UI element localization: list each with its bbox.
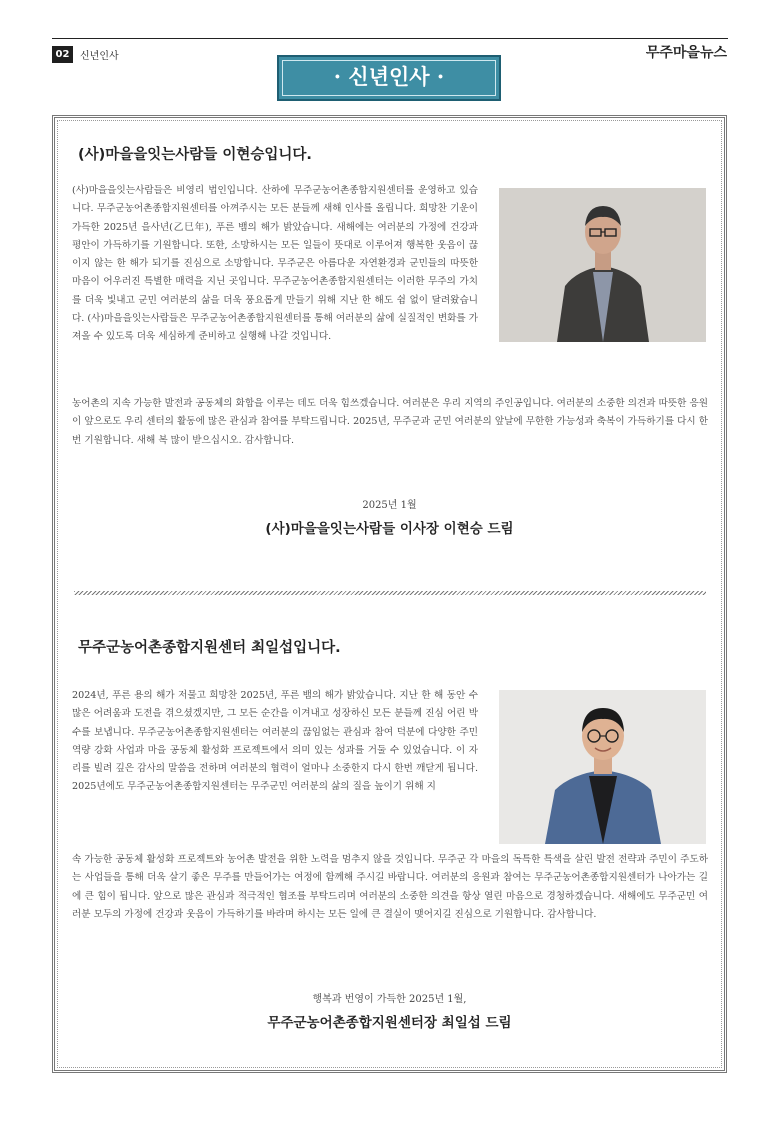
letter2-heading: 무주군농어촌종합지원센터 최일섭입니다. xyxy=(78,640,341,656)
letter1-date: 2025년 1월 xyxy=(362,500,417,511)
letter1-signature: (사)마을을잇는사람들 이사장 이현승 드림 xyxy=(265,521,514,537)
portrait-photo-lee xyxy=(499,188,706,342)
section-label: 신년인사 xyxy=(80,51,119,62)
title-banner xyxy=(277,55,501,101)
portrait-photo-choi xyxy=(499,690,706,844)
section-divider xyxy=(74,591,706,595)
header-rule xyxy=(52,38,728,39)
page-number: 02 xyxy=(52,46,73,63)
letter2-paragraph-bottom: 속 가능한 공동체 활성화 프로젝트와 농어촌 발전을 위한 노력을 멈추지 않을 것입니다. 무주군 각 마을의 독특한 특색을 살린 발전 전략과 주민이 주도하는 사업들을 통해 더욱 살기 좋은 무주를 만들어가는 여정에 함께해 주시길 바랍니다. 여러분의 응원과 참여는 무주군농어촌종합지원센터가 나아가는 길에 큰 힘이 됩니다. 앞으로 많은 관심과 적극적인 협조를 부탁드리며 여러분의 소중한 의견을 항상 열린 마음으로 경청하겠습니다. 새해에도 무주군민 여러분 모두의 가정에 건강과 웃음이 가득하기를 바라며 하시는 모든 일에 큰 결실이 맺어지길 진심으로 기원합니다. 감사합니다. xyxy=(72,854,708,920)
letter1-paragraph-top: (사)마을을잇는사람들은 비영리 법인입니다. 산하에 무주군농어촌종합지원센터를 운영하고 있습니다. 무주군농어촌종합지원센터를 아껴주시는 모든 분들께 새해 인사를 올립니다. 희망찬 기운이 가득한 2025년 을사년(乙巳年), 푸른 뱀의 해가 밝았습니다. 새해에는 여러분의 가정에 건강과 평안이 가득하기를 기원합니다. 또한, 소망하시는 모든 일들이 뜻대로 이루어져 행복한 웃음이 끊이지 않는 한 해가 되기를 진심으로 소망합니다. 무주군은 아름다운 자연환경과 군민들의 따뜻한 마음이 어우러진 특별한 매력을 지닌 곳입니다. 무주군농어촌종합지원센터는 이러한 무주의 가치를 더욱 빛내고 군민 여러분의 삶을 더욱 풍요롭게 만들기 위해 지난 한 해도 쉼 없이 달려왔습니다. (사)마을을잇는사람들은 무주군농어촌종합지원센터를 통해 여러분의 삶에 실질적인 변화를 가져올 수 있도록 더욱 세심하게 준비하고 실행해 나갈 것입니다. xyxy=(72,185,478,343)
letter1-heading: (사)마을을잇는사람들 이현승입니다. xyxy=(78,147,312,163)
letter2-date: 행복과 번영이 가득한 2025년 1월, xyxy=(312,994,467,1005)
masthead-logo: 무주마을뉴스 xyxy=(645,45,727,61)
letter2-signature: 무주군농어촌종합지원센터장 최일섭 드림 xyxy=(267,1015,512,1031)
letter2-paragraph-top: 2024년, 푸른 용의 해가 저물고 희망찬 2025년, 푸른 뱀의 해가 밝았습니다. 지난 한 해 동안 수많은 어려움과 도전을 겪으셨겠지만, 그 모든 순간을 이겨내고 성장하신 모든 분들께 진심 어린 박수를 보냅니다. 무주군농어촌종합지원센터는 여러분의 끊임없는 관심과 참여 덕분에 다양한 주민역량 강화 사업과 마을 공동체 활성화 프로젝트에서 의미 있는 성과를 거둘 수 있었습니다. 이 자리를 빌려 깊은 감사의 말씀을 전하며 여러분의 협력이 얼마나 소중한지 다시 한번 깨닫게 됩니다. 2025년에도 무주군농어촌종합지원센터는 무주군민 여러분의 삶의 질을 높이기 위해 지 xyxy=(72,690,478,793)
letter1-paragraph-bottom: 농어촌의 지속 가능한 발전과 공동체의 화합을 이루는 데도 더욱 힘쓰겠습니다. 여러분은 우리 지역의 주인공입니다. 여러분의 소중한 의견과 따뜻한 응원이 앞으로도 우리 센터의 활동에 많은 관심과 참여를 부탁드립니다. 2025년, 무주군과 군민 여러분의 앞날에 무한한 가능성과 축복이 가득하기를 다시 한번 기원합니다. 새해 복 많이 받으십시오. 감사합니다. xyxy=(72,398,708,446)
title-banner-text: · 신년인사 · xyxy=(333,64,445,89)
